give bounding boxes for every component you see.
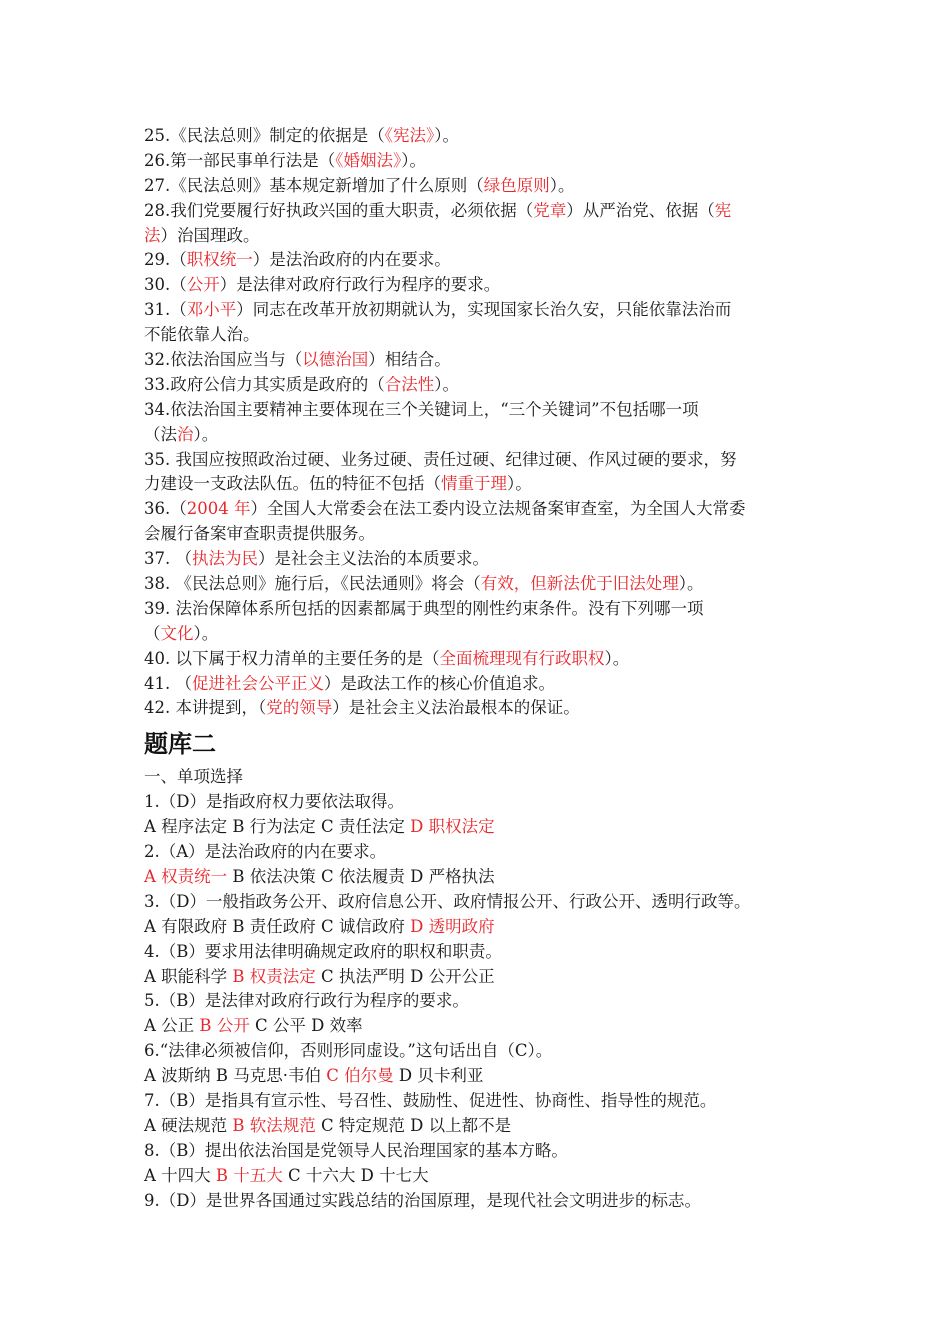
question-text: 不能依靠人治。 (144, 325, 260, 345)
question-text: 4.（B）要求用法律明确规定政府的职权和职责。 (144, 941, 502, 961)
question-text: 30.（ (144, 275, 187, 295)
question-list-part-2 (144, 765, 816, 1213)
question-text: ）是法治政府的内在要求。 (252, 250, 451, 270)
text-line (144, 174, 816, 199)
question-text: A 职能科学 (144, 966, 233, 986)
text-line (144, 199, 816, 224)
question-text: ）。 (507, 474, 532, 494)
question-text: 32.依法治国应当与（ (144, 350, 303, 370)
question-text: 2.（A）是法治政府的内在要求。 (144, 842, 387, 862)
question-text: B 依法决策 C 依法履责 D 严格执法 (227, 866, 495, 886)
text-line (144, 1139, 816, 1164)
question-text: 42. 本讲提到，（ (144, 698, 267, 718)
answer-text: 职权统一 (186, 250, 253, 270)
question-text: ）。 (549, 175, 575, 195)
question-text: （法 (144, 424, 177, 444)
question-text: 31.（ (144, 300, 187, 320)
question-text: 33.政府公信力其实质是政府的（ (144, 374, 385, 394)
text-line (144, 1089, 816, 1114)
text-line (144, 1014, 816, 1039)
question-text: ）是政法工作的核心价值追求。 (324, 673, 555, 693)
question-text: ）。 (434, 126, 459, 145)
question-text: 34.依法治国主要精神主要体现在三个关键词上，“三个关键词”不包括哪一项 (144, 399, 699, 419)
question-text: 40. 以下属于权力清单的主要任务的是（ (144, 648, 440, 668)
text-line (144, 622, 816, 647)
text-line (144, 224, 816, 249)
text-line (144, 915, 816, 940)
answer-text: D 职权法定 (410, 817, 495, 837)
text-line (144, 298, 816, 323)
question-text: A 十四大 (144, 1165, 216, 1185)
question-text: ）同志在改革开放初期就认为，实现国家长治久安，只能依靠法治而 (236, 300, 732, 320)
question-text: A 公正 (144, 1016, 200, 1036)
answer-text: 法 (144, 225, 161, 245)
question-text: 36.（ (144, 499, 187, 519)
question-text: 3.（D）一般指政务公开、政府信息公开、政府情报公开、行政公开、透明行政等。 (144, 891, 751, 911)
text-line (144, 497, 816, 522)
text-line (144, 423, 816, 448)
answer-text: 2004 年 (186, 499, 251, 519)
text-line (144, 572, 816, 597)
question-text: 37. （ (144, 549, 192, 569)
answer-text: 情重于理 (441, 474, 507, 494)
text-line (144, 890, 816, 915)
question-text: A 有限政府 B 责任政府 C 诚信政府 (144, 916, 411, 936)
question-text: 39. 法治保障体系所包括的因素都属于典型的刚性约束条件。没有下列哪一项 (144, 598, 704, 618)
question-text: 41. （ (144, 673, 192, 693)
answer-text: C 伯尔曼 (326, 1066, 394, 1086)
question-list-part-1 (144, 124, 816, 721)
section-heading: 题库二 (144, 730, 216, 759)
question-text: A 波斯纳 B 马克思·韦伯 (144, 1066, 327, 1086)
question-text: ）全国人大常委会在法工委内设立法规备案审查室，为全国人大常委 (250, 499, 746, 519)
text-line (144, 373, 816, 398)
question-text: ）。 (401, 150, 426, 170)
question-text: ）治国理政。 (160, 225, 260, 245)
question-text: A 程序法定 B 行为法定 C 责任法定 (144, 817, 411, 837)
answer-text: 治 (177, 424, 194, 444)
question-text: 25.《民法总则》制定的依据是（ (144, 126, 385, 145)
answer-text: 宪 (714, 200, 732, 220)
question-text: ）是社会主义法治的本质要求。 (258, 549, 489, 569)
answer-text: 以德治国 (302, 350, 369, 370)
question-text: 力建设一支政法队伍。伍的特征不包括（ (144, 474, 441, 494)
question-text: 27.《民法总则》基本规定新增加了什么原则（ (144, 175, 484, 195)
question-text: C 公平 D 效率 (249, 1016, 363, 1036)
answer-text: 全面梳理现有行政职权 (439, 648, 605, 668)
answer-text: B 软法规范 (232, 1115, 316, 1135)
question-text: ）。 (193, 623, 219, 643)
answer-text: 合法性 (384, 374, 435, 394)
question-text: 7.（B）是指具有宣示性、号召性、鼓励性、促进性、协商性、指导性的规范。 (144, 1090, 717, 1110)
question-text: ）相结合。 (368, 350, 451, 370)
question-text: ）是社会主义法治最根本的保证。 (332, 698, 580, 718)
answer-text: 文化 (160, 623, 194, 643)
text-line (144, 765, 816, 790)
answer-text: 执法为民 (192, 549, 258, 569)
text-line (144, 547, 816, 572)
text-line (144, 672, 816, 697)
answer-text: B 公开 (199, 1016, 250, 1036)
answer-text: 有效，但新法优于旧法处理 (480, 574, 679, 594)
question-text: A 硬法规范 (144, 1115, 233, 1135)
text-line (144, 840, 816, 865)
text-line (144, 647, 816, 672)
answer-text: 《婚姻法》 (335, 150, 402, 170)
question-text: C 特定规范 D 以上都不是 (315, 1115, 512, 1135)
text-line (144, 865, 816, 890)
text-line (144, 597, 816, 622)
text-line (144, 124, 816, 149)
answer-text: 促进社会公平正义 (192, 673, 324, 693)
question-text: 6.“法律必须被信仰，否则形同虚设。”这句话出自（C）。 (144, 1041, 553, 1061)
question-text: ）是法律对政府行政行为程序的要求。 (219, 275, 501, 295)
answer-text: 绿色原则 (483, 175, 550, 195)
answer-text: B 权责法定 (232, 966, 316, 986)
question-text: C 执法严明 D 公开公正 (315, 966, 495, 986)
question-text: 会履行备案审查职责提供服务。 (144, 524, 375, 544)
question-text: ）从严治党、依据（ (566, 200, 715, 220)
text-line (144, 248, 816, 273)
answer-text: 邓小平 (186, 300, 237, 320)
text-line (144, 940, 816, 965)
answer-text: 公开 (186, 275, 220, 295)
text-line (144, 1114, 816, 1139)
question-text: ）。 (678, 574, 704, 594)
question-text: 9.（D）是世界各国通过实践总结的治国原理，是现代社会文明进步的标志。 (144, 1190, 701, 1210)
text-line (144, 790, 816, 815)
text-line (144, 448, 816, 473)
text-line (144, 1039, 816, 1064)
question-text: （ (144, 623, 161, 643)
text-line (144, 965, 816, 990)
text-line (144, 323, 816, 348)
text-line (144, 696, 816, 721)
text-line (144, 1064, 816, 1089)
text-line (144, 1189, 816, 1214)
document-content (144, 124, 816, 1213)
question-text: 26.第一部民事单行法是（ (144, 150, 336, 170)
answer-text: 党章 (533, 200, 567, 220)
answer-text: 《宪法》 (384, 126, 435, 145)
text-line (144, 815, 816, 840)
question-text: D 贝卡利亚 (393, 1066, 484, 1086)
answer-text: 党的领导 (266, 698, 333, 718)
text-line (144, 1164, 816, 1189)
text-line (144, 149, 816, 174)
text-line (144, 472, 816, 497)
answer-text: B 十五大 (215, 1165, 283, 1185)
question-text: 一、单项选择 (144, 767, 243, 787)
question-text: 29.（ (144, 250, 187, 270)
text-line (144, 522, 816, 547)
question-text: 35. 我国应按照政治过硬、业务过硬、责任过硬、纪律过硬、作风过硬的要求，努 (144, 449, 737, 469)
question-text: 8.（B）提出依法治国是党领导人民治理国家的基本方略。 (144, 1140, 568, 1160)
question-text: ）。 (434, 374, 459, 394)
question-text: 38. 《民法总则》施行后，《民法通则》将会（ (144, 574, 481, 594)
text-line (144, 273, 816, 298)
answer-text: D 透明政府 (410, 916, 495, 936)
question-text: 5.（B）是法律对政府行政行为程序的要求。 (144, 991, 469, 1011)
question-text: 28.我们党要履行好执政兴国的重大职责，必须依据（ (144, 200, 534, 220)
question-text: 1.（D）是指政府权力要依法取得。 (144, 792, 404, 812)
question-text: C 十六大 D 十七大 (282, 1165, 429, 1185)
answer-text: A 权责统一 (144, 866, 228, 886)
text-line (144, 398, 816, 423)
text-line (144, 989, 816, 1014)
text-line (144, 348, 816, 373)
question-text: ）。 (193, 424, 219, 444)
question-text: ）。 (604, 648, 630, 668)
